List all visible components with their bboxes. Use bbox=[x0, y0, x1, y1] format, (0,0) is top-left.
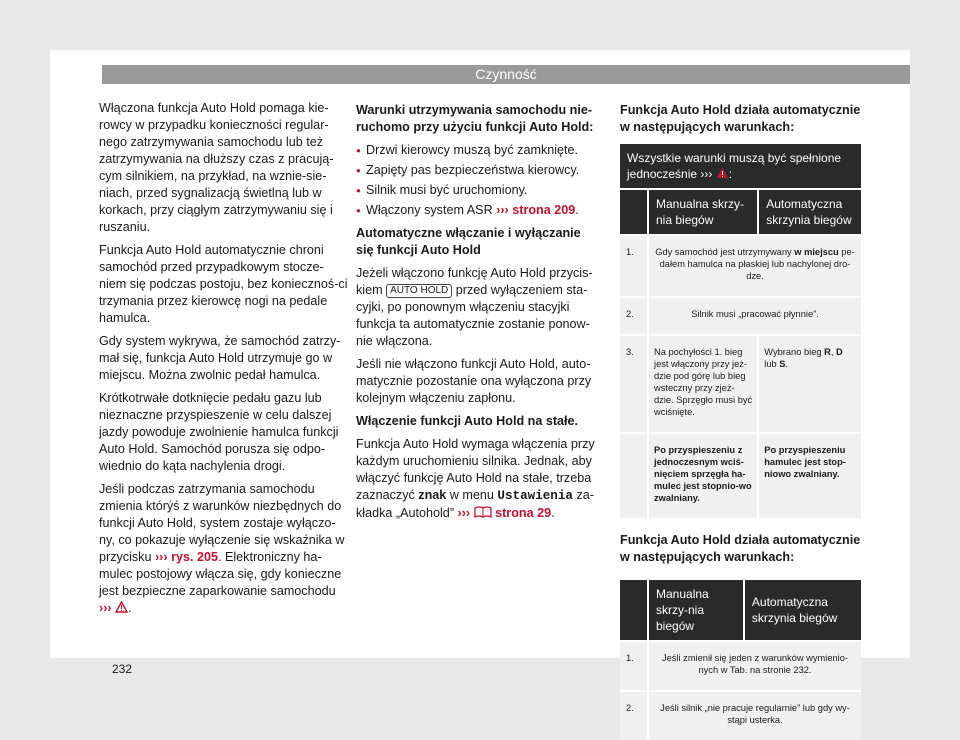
table-row bbox=[620, 297, 861, 335]
table-row bbox=[620, 691, 861, 740]
table-header-row bbox=[620, 579, 861, 641]
info-book-icon bbox=[474, 506, 492, 518]
table-cell: Po przyspieszeniu z jednoczesnym wciś-nięciem sprzęgła ha-mulec jest stopnio-wo zwalniany. bbox=[648, 433, 758, 518]
table-cell bbox=[758, 335, 861, 433]
text-span: przed wyłączeniem sta-cyjki, po ponownym włączeniu stacyjki funkcja ta automatycznie zostanie ponow-nie włączona. bbox=[356, 283, 590, 348]
paragraph bbox=[356, 265, 600, 350]
text-span: za-kładka „Autohold” bbox=[356, 488, 594, 520]
text-span: Jeżeli włączono funkcję Auto Hold przycis-kiem bbox=[356, 266, 593, 297]
header-cell bbox=[620, 189, 648, 235]
table-cell bbox=[648, 235, 861, 297]
text-span: R bbox=[824, 347, 831, 357]
table-cell: Jeśli silnik „nie pracuje regularnie” lub gdy wy-stąpi usterka. bbox=[648, 691, 861, 740]
page-link[interactable]: strona 29 bbox=[491, 506, 552, 520]
menu-name: Ustawienia bbox=[497, 489, 573, 503]
section-heading: Włączenie funkcji Auto Hold na stałe. bbox=[356, 414, 579, 428]
text-span: . bbox=[785, 359, 789, 369]
table-title-row bbox=[620, 143, 861, 189]
text-span: lub bbox=[764, 359, 780, 369]
text-span: D bbox=[836, 347, 843, 357]
table-header-row bbox=[620, 189, 861, 235]
auto-hold-key: AUTO HOLD bbox=[386, 284, 452, 298]
conditions-table bbox=[620, 142, 861, 518]
text-span: w miejscu bbox=[794, 247, 839, 257]
section-header: Czynność bbox=[102, 65, 910, 84]
list-item: ● Drzwi kierowcy muszą być zamknięte. bbox=[356, 142, 600, 159]
text-span: Włączony system ASR bbox=[366, 203, 497, 217]
row-number bbox=[620, 433, 648, 518]
column-right bbox=[620, 100, 862, 740]
text-span: znak bbox=[418, 488, 447, 502]
row-number: 3. bbox=[620, 335, 648, 433]
table-cell: Na pochyłości 1. bieg jest włączony przy jeż-dzie pod górę lub bieg wsteczny przy zjeż-dzie. Sprzęgło musi być wciśnięte. bbox=[648, 335, 758, 433]
paragraph: Jeśli podczas zatrzymania samochodu zmienia którýś z warunków niezbędnych do funkcji Auto Hold, system zostaje wyłączo-ny, co pokazuje wyłączenie się wskaźnika w przycisku ››› rys. 205. Elektroniczny ha-mulec postojowy włącza się, gdy konieczne jest bezpieczne zaparkowanie samochodu ››› . bbox=[99, 482, 345, 615]
table-row bbox=[620, 433, 861, 518]
text-span: Wszystkie warunki muszą być spełnione jednocześnie ››› bbox=[627, 151, 842, 181]
column-middle bbox=[356, 100, 600, 528]
table-cell: Po przyspieszeniu hamulec jest stop-niowo zwalniany. bbox=[758, 433, 861, 518]
text-span: . bbox=[551, 506, 555, 520]
paragraph: Funkcja Auto Hold automatycznie chroni samochód przed przypadkowym stocze-niem się podczas postoju, bez koniecznoś-ci trzymania przez kierowcę nogi na pedale hamulca. bbox=[99, 243, 348, 325]
row-number: 1. bbox=[620, 641, 648, 691]
figure-link[interactable]: ››› rys. 205 bbox=[154, 550, 218, 564]
row-number: 2. bbox=[620, 297, 648, 335]
warning-triangle-icon bbox=[716, 167, 729, 179]
paragraph: Jeśli nie włączono funkcji Auto Hold, auto-matycznie pozostanie ona wyłączona przy kolejnym włączeniu zapłonu. bbox=[356, 357, 592, 405]
paragraph: Krótkotrwałe dotknięcie pedału gazu lub nieznaczne przyspieszenie w celu dalszej jazdy powoduje zwolnienie hamulca funkcji Auto Hold. Samochód porusza się odpo-wiednio do kąta nachylenia drogi. bbox=[99, 391, 339, 473]
text-span: S bbox=[779, 359, 786, 369]
text-span: w menu bbox=[446, 488, 498, 502]
warning-link[interactable]: ››› bbox=[99, 601, 112, 615]
row-number: 1. bbox=[620, 235, 648, 297]
list-item: ● Silnik musi być uruchomiony. bbox=[356, 182, 600, 199]
text-span: : bbox=[728, 167, 733, 181]
table-row bbox=[620, 641, 861, 691]
paragraph: Włączona funkcja Auto Hold pomaga kie-rowcy w przypadku konieczności regular-nego zatrzymywania samochodu lub też zatrzymywania na dłuższy czas z pracują-cym silnikiem, na przykład, na wznie-sie-niach, przed sygnalizacją świetlną lub w korkach, przy ciągłym zatrzymywaniu się i ruszaniu. bbox=[99, 101, 334, 234]
page-number: 232 bbox=[112, 662, 133, 676]
list-item bbox=[356, 202, 600, 219]
table-cell: Jeśli zmienił się jeden z warunków wymienio-nych w Tab. na stronie 232. bbox=[648, 641, 861, 691]
manual-page bbox=[50, 50, 910, 725]
header-cell: Automatyczna skrzynia biegów bbox=[744, 579, 861, 641]
conditions-table-2 bbox=[620, 578, 861, 740]
table-cell: Silnik musi „pracować płynnie”. bbox=[648, 297, 861, 335]
arrows: ››› bbox=[457, 506, 471, 520]
row-number: 2. bbox=[620, 691, 648, 740]
text-span: Gdy samochód jest utrzymywany bbox=[655, 247, 795, 257]
text-span: . Elektroniczny ha-mulec postojowy włącza się, gdy konieczne jest bezpieczne zaparkowanie samochodu bbox=[99, 550, 342, 598]
header-cell bbox=[620, 579, 648, 641]
header-cell: Manualna skrzy-nia biegów bbox=[648, 579, 744, 641]
conditions-list bbox=[356, 142, 600, 219]
table-row bbox=[620, 235, 861, 297]
list-item: ● Zapięty pas bezpieczeństwa kierowcy. bbox=[356, 162, 600, 179]
header-cell: Automatyczna skrzynia biegów bbox=[758, 189, 861, 235]
header-cell: Manualna skrzy-nia biegów bbox=[648, 189, 758, 235]
text-span: Funkcja Auto Hold wymaga włączenia przy każdym uruchomieniu silnika. Jednak, aby włączyć funkcję Auto Hold na stałe, trzeba zaznaczyć bbox=[356, 437, 595, 502]
section-heading: Funkcja Auto Hold działa automatycznie w następujących warunkach: bbox=[620, 533, 861, 564]
section-heading: Warunki utrzymywania samochodu nie-ruchomo przy użyciu funkcji Auto Hold: bbox=[356, 103, 594, 134]
table-title bbox=[620, 143, 861, 189]
page-link[interactable]: ››› strona 209 bbox=[496, 203, 576, 217]
text-span: Wybrano bieg bbox=[764, 347, 825, 357]
table-row bbox=[620, 335, 861, 433]
text-span: pe-dałem hamulca na płaskiej lub nachylonej dro-dze. bbox=[659, 247, 855, 281]
section-heading: Automatyczne włączanie i wyłączanie się funkcji Auto Hold bbox=[356, 226, 581, 257]
paragraph bbox=[356, 436, 600, 522]
text-span: Jeśli podczas zatrzymania samochodu zmienia którýś z warunków niezbędnych do funkcji Auto Hold, system zostaje wyłączo-ny, co pokazuje wyłączenie się wskaźnika w przycisku bbox=[99, 482, 345, 564]
column-left bbox=[99, 100, 349, 623]
section-heading: Funkcja Auto Hold działa automatycznie w następujących warunkach: bbox=[620, 103, 861, 134]
text-span: , bbox=[830, 347, 837, 357]
warning-triangle-icon bbox=[115, 601, 128, 613]
paragraph: Gdy system wykrywa, że samochód zatrzy-mał się, funkcja Auto Hold utrzymuje go w miejscu. Można zwolnic pedał hamulca. bbox=[99, 334, 341, 382]
text-span: . bbox=[575, 203, 579, 217]
